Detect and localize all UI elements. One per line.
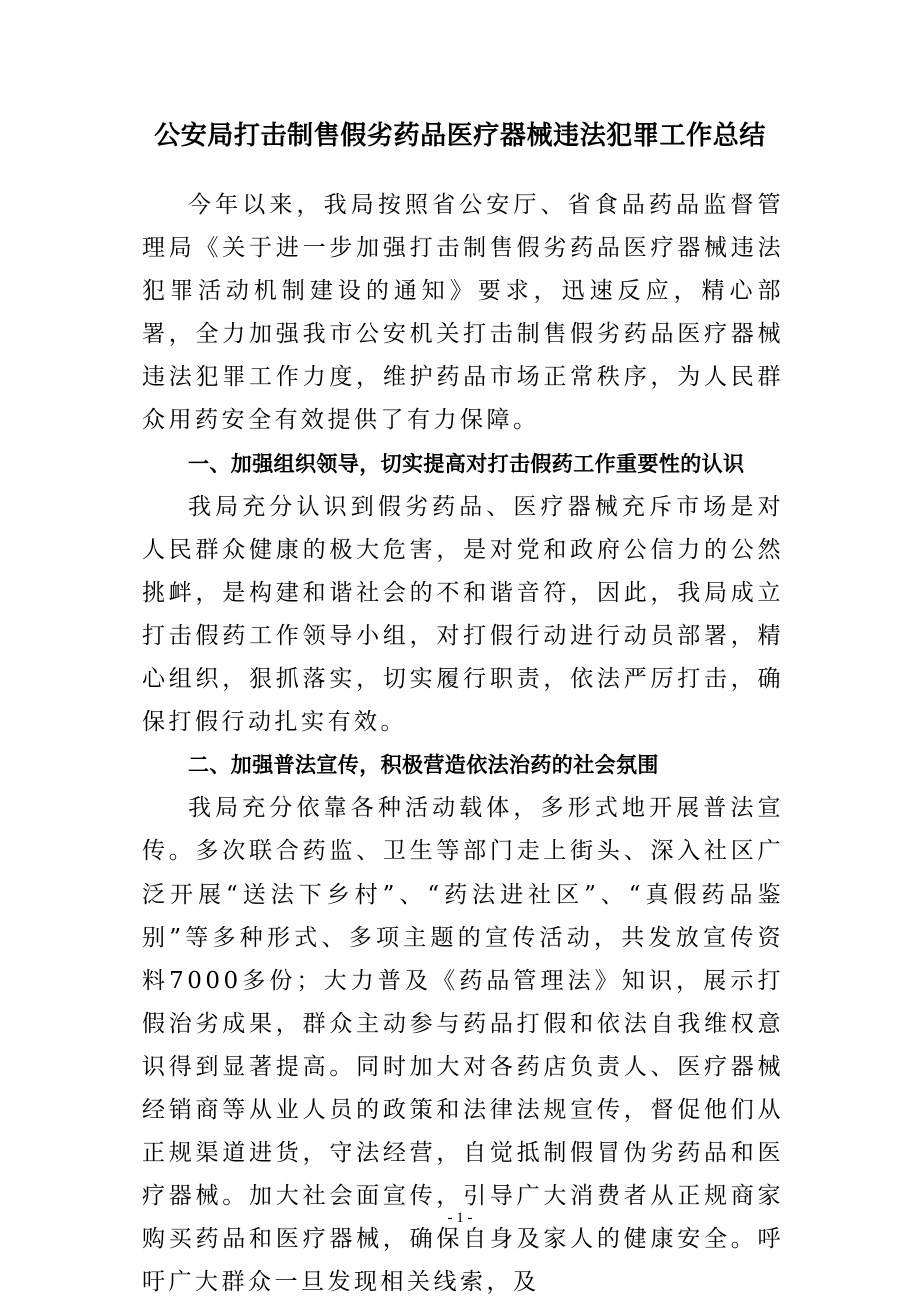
document-body [142, 184, 784, 1304]
section-1-heading: 一、加强组织领导，切实提高对打击假药工作重要性的认识 [188, 451, 745, 476]
document-title: 公安局打击制售假劣药品医疗器械违法犯罪工作总结 [154, 121, 766, 151]
section-2-paragraph: 我局充分依靠各种活动载体，多形式地开展普法宣传。多次联合药监、卫生等部门走上街头、深入社区广泛开展“送法下乡村”、“药法进社区”、“真假药品鉴别”等多种形式、多项主题的宣传活动，共发放宣传资料7000多份；大力普及《药品管理法》知识，展示打假治劣成果，群众主动参与药品打假和依法自我维权意识得到显著提高。同时加大对各药店负责人、医疗器械经销商等从业人员的政策和法律法规宣传，督促他们从正规渠道进货，守法经营，自觉抵制假冒伪劣药品和医疗器械。加大社会面宣传，引导广大消费者从正规商家购买药品和医疗器械，确保自身及家人的健康安全。呼吁广大群众一旦发现相关线索，及 [142, 795, 784, 1296]
section-1-paragraph: 我局充分认识到假劣药品、医疗器械充斥市场是对人民群众健康的极大危害，是对党和政府公信力的公然挑衅，是构建和谐社会的不和谐音符，因此，我局成立打击假药工作领导小组，对打假行动进行动员部署，精心组织，狠抓落实，切实履行职责，依法严厉打击，确保打假行动扎实有效。 [142, 493, 784, 736]
page-number: - 1 - [447, 1210, 473, 1226]
intro-paragraph: 今年以来，我局按照省公安厅、省食品药品监督管理局《关于进一步加强打击制售假劣药品医疗器械违法犯罪活动机制建设的通知》要求，迅速反应，精心部署，全力加强我市公安机关打击制售假劣药品医疗器械违法犯罪工作力度，维护药品市场正常秩序，为人民群众用药安全有效提供了有力保障。 [142, 192, 784, 434]
section-2-heading: 二、加强普法宣传，积极营造依法治药的社会氛围 [188, 753, 659, 778]
